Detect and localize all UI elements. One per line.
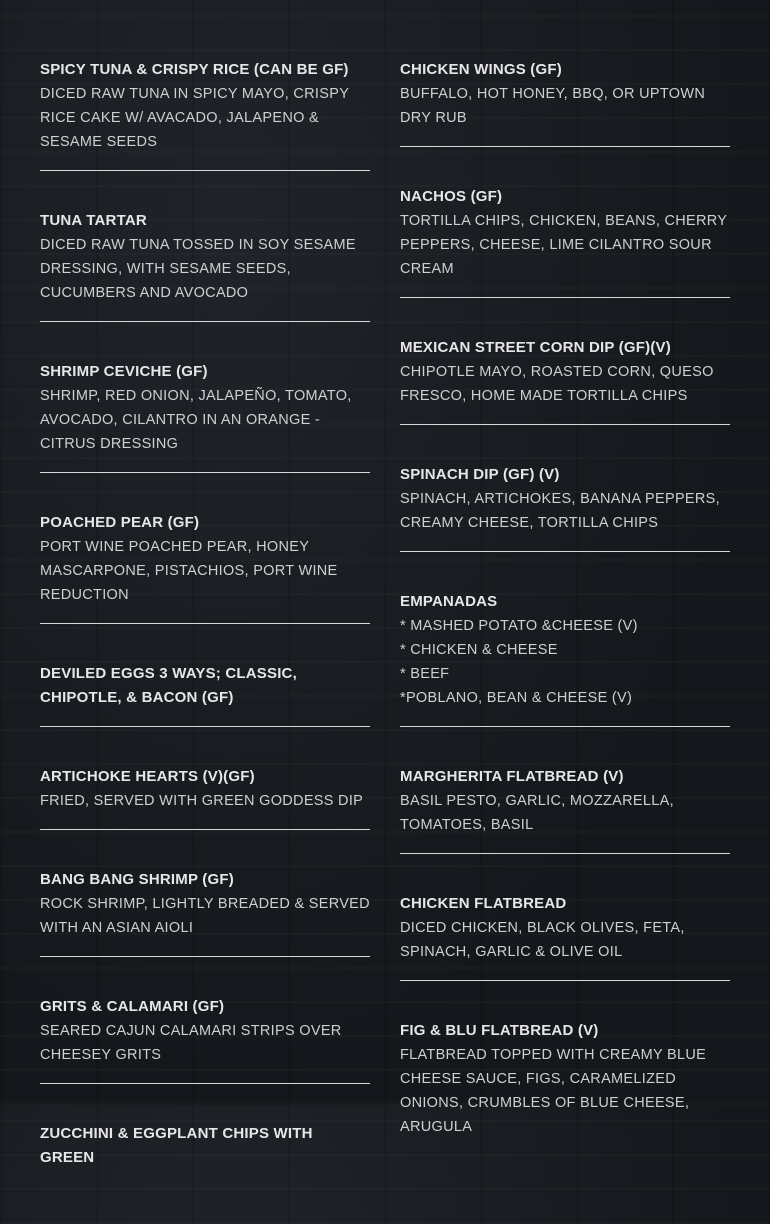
menu-item-description-line: SHRIMP, RED ONION, JALAPEÑO, TOMATO, AVOCADO, CILANTRO IN AN ORANGE -CITRUS DRESSING xyxy=(40,388,352,452)
menu-item-description-line: * MASHED POTATO &CHEESE (V) xyxy=(400,618,638,634)
menu-item-description xyxy=(400,1043,730,1139)
menu-item-description xyxy=(400,916,730,964)
menu-item xyxy=(400,336,730,425)
menu-item-description xyxy=(40,535,370,607)
menu-item-description xyxy=(40,384,370,456)
menu-item xyxy=(40,868,370,957)
menu-item-description xyxy=(40,82,370,154)
menu-item xyxy=(400,1019,730,1155)
menu-item xyxy=(40,511,370,624)
menu-item-name: TUNA TARTAR xyxy=(40,212,147,229)
menu-item-description-line: DICED RAW TUNA IN SPICY MAYO, CRISPY RICE CAKE W/ AVACADO, JALAPENO & SESAME SEEDS xyxy=(40,86,349,150)
menu-item xyxy=(40,662,370,727)
menu-item-description-line: * BEEF xyxy=(400,666,450,682)
menu-item-description-line: TORTILLA CHIPS, CHICKEN, BEANS, CHERRY PEPPERS, CHEESE, LIME CILANTRO SOUR CREAM xyxy=(400,213,728,277)
menu-item-description-line: DICED RAW TUNA TOSSED IN SOY SESAME DRESSING, WITH SESAME SEEDS, CUCUMBERS AND AVOCADO xyxy=(40,237,356,301)
menu-item-description-line: * CHICKEN & CHEESE xyxy=(400,642,558,658)
menu-item xyxy=(40,765,370,830)
menu-item xyxy=(40,360,370,473)
menu-item xyxy=(40,995,370,1084)
menu-item-description xyxy=(400,360,730,408)
menu-item-description-line: BUFFALO, HOT HONEY, BBQ, OR UPTOWN DRY RUB xyxy=(400,86,706,126)
menu-item-description xyxy=(40,892,370,940)
menu-item-name: NACHOS (GF) xyxy=(400,188,503,205)
menu-item-description xyxy=(400,487,730,535)
menu-item-name: CHICKEN WINGS (GF) xyxy=(400,61,562,78)
menu-item xyxy=(40,58,370,171)
menu-item-description-line: ROCK SHRIMP, LIGHTLY BREADED & SERVED WITH AN ASIAN AIOLI xyxy=(40,896,370,936)
menu-item-description-line: CHIPOTLE MAYO, ROASTED CORN, QUESO FRESCO, HOME MADE TORTILLA CHIPS xyxy=(400,364,714,404)
menu-item xyxy=(400,58,730,147)
menu-column-right xyxy=(400,58,730,1193)
menu-column-left xyxy=(40,58,370,1224)
menu-item-name: SHRIMP CEVICHE (GF) xyxy=(40,363,208,380)
menu-item-name: GRITS & CALAMARI (GF) xyxy=(40,998,225,1015)
menu-item xyxy=(400,185,730,298)
menu-item-description-line: SPINACH, ARTICHOKES, BANANA PEPPERS, CREAMY CHEESE, TORTILLA CHIPS xyxy=(400,491,720,531)
menu-item xyxy=(400,590,730,727)
menu-item-description xyxy=(400,209,730,281)
menu-item xyxy=(40,1122,370,1186)
menu-item-description xyxy=(400,82,730,130)
menu-item-name: FIG & BLU FLATBREAD (V) xyxy=(400,1022,599,1039)
menu-item-description xyxy=(40,789,370,813)
menu-item-description-line: BASIL PESTO, GARLIC, MOZZARELLA, TOMATOES, BASIL xyxy=(400,793,674,833)
menu-item-name: SPICY TUNA & CRISPY RICE (CAN BE GF) xyxy=(40,61,349,78)
menu-item xyxy=(400,892,730,981)
menu-item-description-line: *POBLANO, BEAN & CHEESE (V) xyxy=(400,690,633,706)
menu-item-description-line: DICED CHICKEN, BLACK OLIVES, FETA, SPINACH, GARLIC & OLIVE OIL xyxy=(400,920,685,960)
menu-item xyxy=(400,463,730,552)
menu-item xyxy=(40,209,370,322)
menu-item-name: MEXICAN STREET CORN DIP (GF)(V) xyxy=(400,339,671,356)
menu-item-name: MARGHERITA FLATBREAD (V) xyxy=(400,768,624,785)
menu-item-name: SPINACH DIP (GF) (V) xyxy=(400,466,560,483)
menu-item-description-line: PORT WINE POACHED PEAR, HONEY MASCARPONE, PISTACHIOS, PORT WINE REDUCTION xyxy=(40,539,338,603)
menu-item-name: ZUCCHINI & EGGPLANT CHIPS WITH GREEN xyxy=(40,1125,313,1166)
menu-item-description xyxy=(40,1019,370,1067)
menu-item-name: BANG BANG SHRIMP (GF) xyxy=(40,871,234,888)
menu-item-description xyxy=(400,789,730,837)
menu-item-name: CHICKEN FLATBREAD xyxy=(400,895,567,912)
menu-item-name: DEVILED EGGS 3 WAYS; CLASSIC, CHIPOTLE, & BACON (GF) xyxy=(40,665,297,706)
menu-item xyxy=(400,765,730,854)
menu-item-name: ARTICHOKE HEARTS (V)(GF) xyxy=(40,768,255,785)
menu-item-description-line: FRIED, SERVED WITH GREEN GODDESS DIP xyxy=(40,793,364,809)
menu-item-name: EMPANADAS xyxy=(400,593,498,610)
menu-item-description-line: SEARED CAJUN CALAMARI STRIPS OVER CHEESEY GRITS xyxy=(40,1023,342,1063)
menu-item-name: POACHED PEAR (GF) xyxy=(40,514,200,531)
menu-item-description xyxy=(40,233,370,305)
menu-item-description xyxy=(400,614,730,710)
menu-item-description-line: FLATBREAD TOPPED WITH CREAMY BLUE CHEESE SAUCE, FIGS, CARAMELIZED ONIONS, CRUMBLES OF BLUE CHEESE, ARUGULA xyxy=(400,1047,707,1135)
